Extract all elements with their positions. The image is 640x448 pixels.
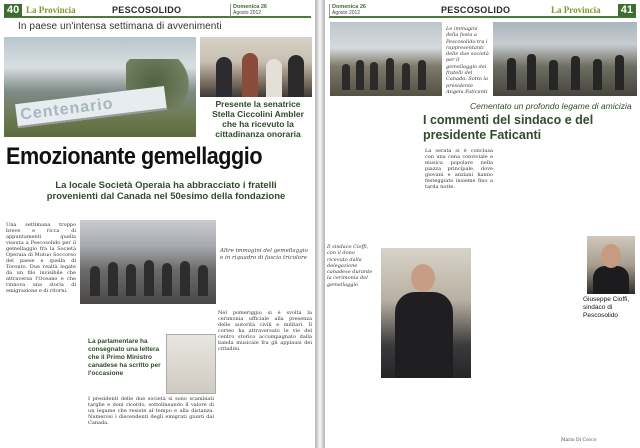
- person-figure: [266, 59, 282, 97]
- person-figure: [90, 266, 100, 296]
- person-figure: [386, 58, 394, 90]
- ceremony-photo: [493, 22, 637, 96]
- body-column: La serata si è conclusa con una cena conviviale e musica popolare nella piazza principale, dove giovani e anziani hanno festeggiato insieme fino a tarda notte.: [425, 148, 493, 190]
- date-box: [329, 4, 369, 17]
- brand-label: La Provincia: [26, 5, 76, 15]
- date-month: Agosto 2012: [332, 10, 361, 16]
- person-figure: [216, 57, 232, 97]
- newspaper-brand: [551, 4, 601, 17]
- person-figure: [507, 58, 516, 90]
- date-month: Agosto 2012: [233, 10, 262, 16]
- mayor-photo: [381, 248, 471, 378]
- date-day: Domenica 26: [233, 4, 267, 10]
- date-box: [230, 4, 270, 17]
- left-page: [0, 0, 316, 448]
- page-gutter: [316, 0, 324, 448]
- body-column: [477, 248, 529, 438]
- brand-label: La Provincia: [551, 5, 601, 15]
- body-column: [329, 382, 409, 438]
- page-header: [329, 4, 636, 18]
- section-title: PESCOSOLIDO: [112, 5, 182, 15]
- mayor-portrait: [587, 236, 635, 294]
- body-column: Nel pomeriggio si è svolta la cerimonia ufficiale alla presenza delle autorità civili e militari. Il corteo ha attraversato le vie del centro storico accompagnato dalla banda musicale fra gli applausi dei cittadini.: [218, 310, 312, 352]
- subtitle: Cementato un profondo legame di amicizia: [470, 101, 632, 111]
- person-figure: [571, 56, 580, 90]
- body-column: [569, 148, 637, 234]
- person-figure: [593, 59, 602, 90]
- march-photo: [330, 22, 442, 96]
- person-figure: [615, 55, 624, 90]
- person-figure: [402, 63, 410, 90]
- person-figure: [126, 264, 136, 296]
- body-column: [168, 310, 214, 330]
- body-column: I presidenti delle due società si sono scambiati targhe e doni ricordo, sottolineando il valore di un legame che resiste al tempo e alla distanza. Numerosi i discendenti degli emigrati giunti dal Canada.: [88, 396, 214, 426]
- headline: Emozionante gemellaggio: [6, 143, 263, 170]
- person-figure: [242, 53, 258, 97]
- person-figure: [370, 62, 378, 90]
- person-figure: [198, 265, 208, 296]
- senator-photo: [200, 37, 312, 97]
- celebration-photo: [4, 37, 196, 137]
- body-column: [413, 382, 473, 438]
- headline: I commenti del sindaco e del presidente Faticanti: [423, 113, 594, 142]
- person-figure: [144, 260, 154, 296]
- centenary-banner: Centenario: [15, 86, 167, 128]
- parade-caption: Altre immagini del gemellaggio e in riquadro di fascia tricolore: [220, 248, 308, 261]
- section-title: PESCOSOLIDO: [441, 5, 511, 15]
- person-figure: [162, 263, 172, 296]
- right-page: [324, 0, 640, 448]
- person-figure: [288, 55, 304, 97]
- portrait-caption: Giuseppe Cioffi, sindaco di Pescosolido: [583, 296, 630, 319]
- suit-shape: [395, 292, 453, 378]
- body-column: [587, 318, 637, 438]
- date-day: Domenica 26: [332, 4, 366, 10]
- body-column: [533, 248, 583, 438]
- person-figure: [549, 60, 558, 90]
- person-figure: [356, 60, 364, 90]
- newspaper-brand: [26, 4, 76, 17]
- deck: La locale Società Operaia ha abbracciato i fratelli provenienti dal Canada nel 50esimo della fondazione: [46, 180, 286, 202]
- letter-photo: [166, 334, 216, 394]
- person-figure: [180, 261, 190, 296]
- person-figure: [108, 262, 118, 296]
- face-shape: [411, 264, 435, 292]
- person-figure: [342, 64, 350, 90]
- letter-caption: La parlamentare ha consegnato una lettera che il Primo Ministro canadese ha scritto per l'occasione: [88, 338, 161, 377]
- parade-photo: [80, 220, 216, 304]
- body-column: Una settimana troppo breve e ricca di appuntamenti quella vissuta a Pescosolido per il gemellaggio fra la Società Operaia di Mutuo Soccorso del paese e quella di Toronto. Due realtà legate da un filo invisibile che attraversa l'Oceano e che rinnova una storia di emigrazione e di ritorni.: [6, 222, 76, 294]
- body-column: [497, 148, 565, 234]
- suit-shape: [593, 266, 629, 294]
- gift-caption: Il sindaco Cioffi, con il dono ricevuto dalla delegazione canadese durante la cerimonia del gemellaggio: [327, 244, 373, 288]
- page-number: 40: [4, 4, 22, 17]
- senator-caption: Presente la senatrice Stella Ciccolini Ambler che ha ricevuto la cittadinanza onoraria: [212, 99, 304, 139]
- person-figure: [527, 54, 536, 90]
- march-caption: Le immagini della festa a Pescosolido tra i rappresentanti delle due società per il gemellaggio dei fratelli del Canada. Sotto la presidente Angela Faticanti: [446, 26, 489, 95]
- person-figure: [418, 60, 426, 90]
- face-shape: [601, 244, 621, 268]
- page-header: [4, 4, 311, 18]
- page-number: 41: [618, 4, 636, 17]
- byline: Mario Di Cocco: [561, 438, 597, 443]
- kicker: In paese un'intensa settimana di avvenimenti: [18, 21, 222, 32]
